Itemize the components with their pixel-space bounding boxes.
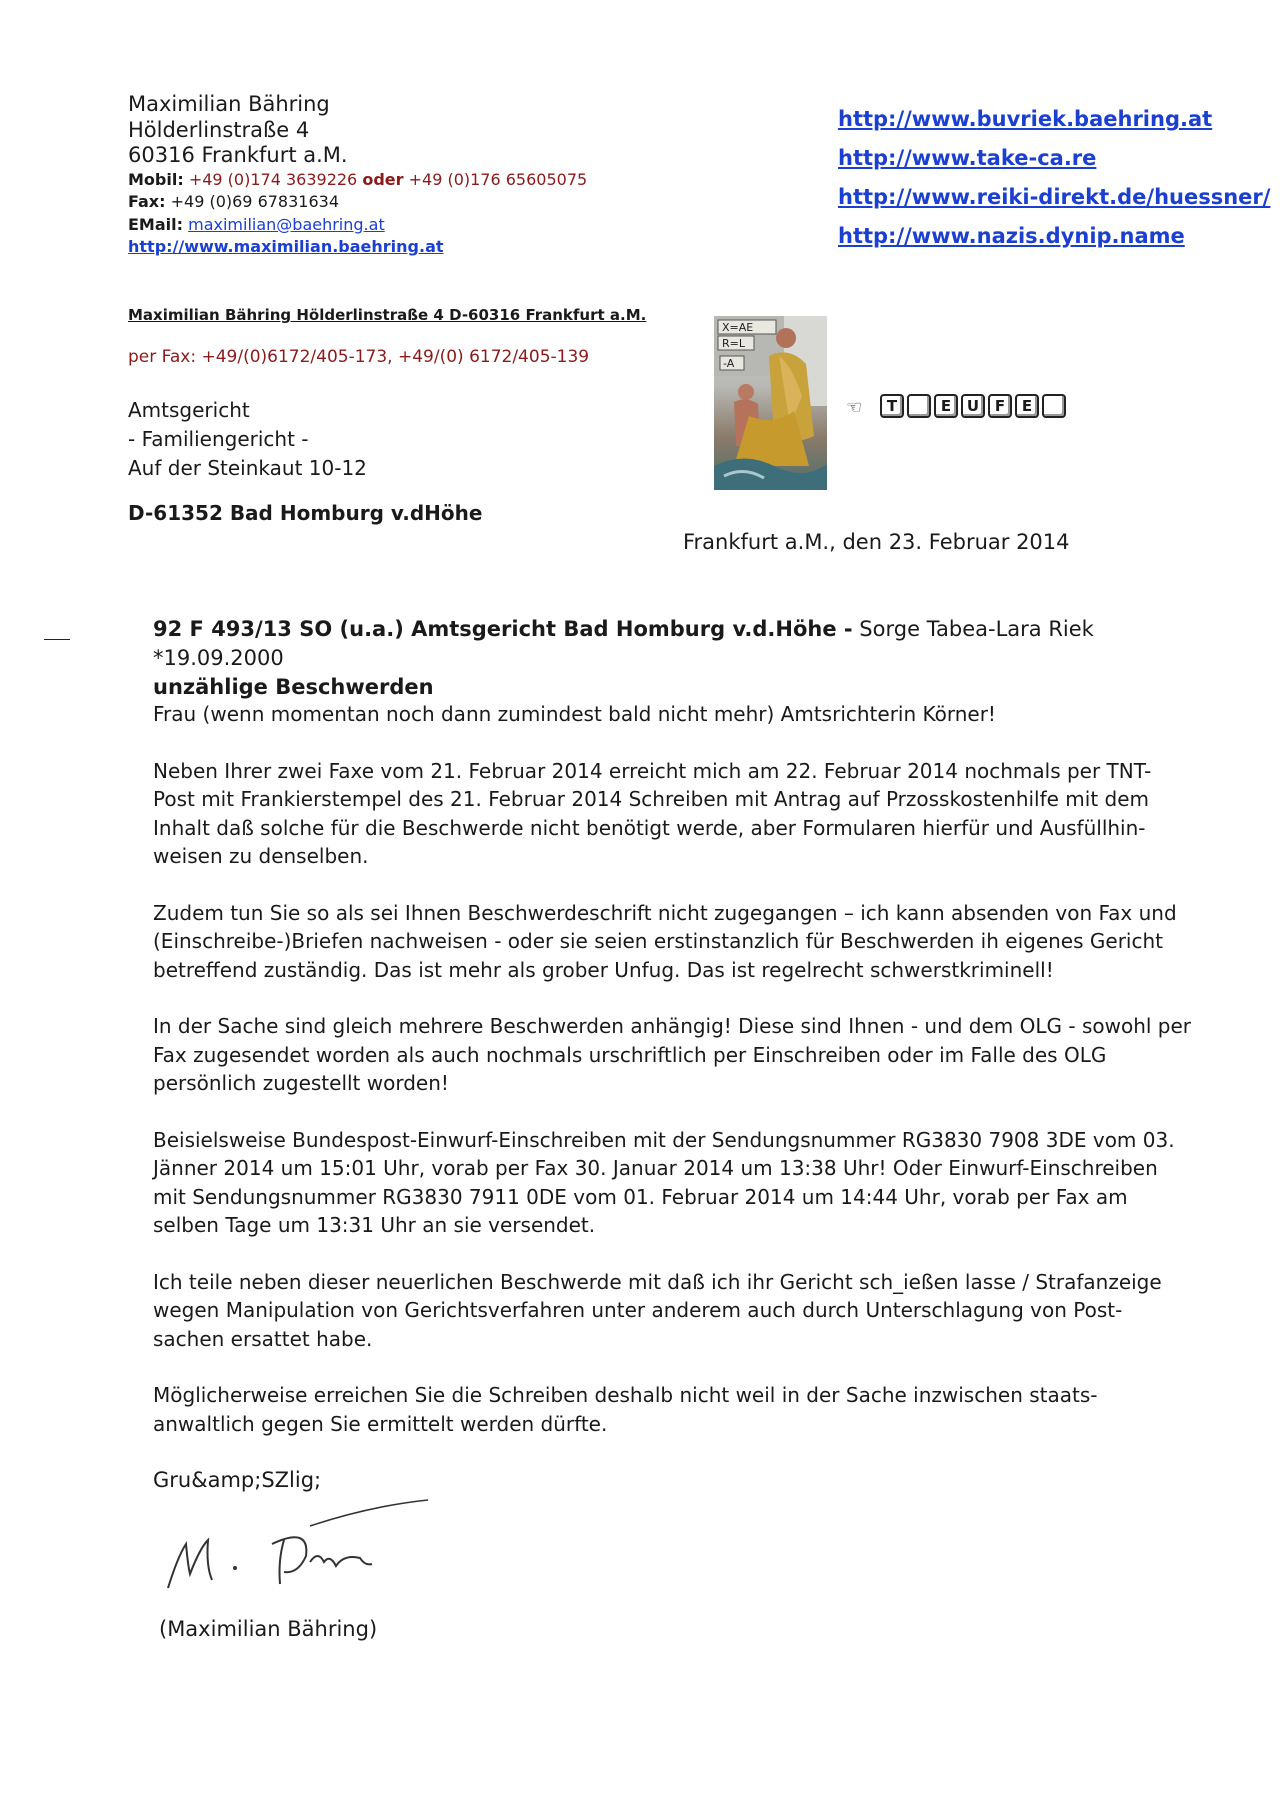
fax-line: per Fax: +49/(0)6172/405-173, +49/(0) 6172/405-139 bbox=[128, 347, 590, 367]
link-prefix: http://www. bbox=[838, 224, 977, 248]
signature-name: (Maximilian Bähring) bbox=[159, 1617, 378, 1641]
key-word bbox=[880, 394, 1066, 418]
link-reiki[interactable] bbox=[838, 178, 1270, 217]
sender-mobile-line bbox=[128, 169, 587, 191]
salutation: Frau (wenn momentan noch dann zumindest bald nicht mehr) Amtsrichterin Körner! bbox=[153, 702, 996, 726]
recipient-city: D-61352 Bad Homburg v.dHöhe bbox=[128, 501, 483, 525]
website-link[interactable]: http://www.maximilian.baehring.at bbox=[128, 237, 444, 256]
fax-label: Fax: bbox=[128, 192, 166, 212]
body-paragraph: Ich teile neben dieser neuerlichen Beschwerde mit daß ich ihr Gericht sch_ießen lasse / Strafanzeige wegen Manipulation von Gerichtsverfahren unter anderem auch durch Unterschlagung von Post-sachen ersattet habe. bbox=[153, 1269, 1162, 1351]
key-cap: E bbox=[934, 394, 958, 418]
mobile-number-2: +49 (0)176 65605075 bbox=[408, 169, 588, 189]
statue-photo bbox=[714, 316, 827, 490]
label-xae: X=AE bbox=[722, 321, 754, 334]
mobile-label: Mobil: bbox=[128, 169, 184, 189]
sender-fax-line bbox=[128, 191, 587, 213]
key-cap: F bbox=[988, 394, 1012, 418]
body-paragraph: Beisielsweise Bundespost-Einwurf-Einschreiben mit der Sendungsnummer RG3830 7908 3DE vom 03. Jänner 2014 um 15:01 Uhr, vorab per Fax 30. Januar 2014 um 13:38 Uhr! Oder Einwurf-Einschreiben mit Sendungsnummer RG3830 7911 0DE vom 01. Februar 2014 um 14:44 Uhr, vorab per Fax am selben Tage um 13:31 Uhr an sie versendet. bbox=[153, 1127, 1175, 1237]
key-cap: E bbox=[1015, 394, 1039, 418]
subject-matter: Sorge Tabea-Lara Riek *19.09.2000 bbox=[153, 617, 1094, 670]
email-label: EMail: bbox=[128, 214, 184, 234]
key-cap: U bbox=[961, 394, 985, 418]
sender-email-line bbox=[128, 214, 587, 236]
fold-mark bbox=[44, 639, 70, 640]
pointing-hand-icon: ☜ bbox=[846, 397, 863, 418]
subject-case: 92 F 493/13 SO (u.a.) Amtsgericht Bad Homburg v.d.Höhe - bbox=[153, 617, 853, 641]
link-take-care[interactable] bbox=[838, 139, 1270, 178]
sender-website-line bbox=[128, 236, 587, 258]
subject-line2: unzählige Beschwerden bbox=[153, 675, 434, 699]
mobile-number-1: +49 (0)174 3639226 bbox=[188, 169, 358, 189]
label-rl: R=L bbox=[722, 337, 745, 350]
letter-date: Frankfurt a.M., den 23. Februar 2014 bbox=[683, 530, 1070, 554]
recipient-block bbox=[128, 396, 482, 528]
key-cap bbox=[907, 394, 931, 418]
email-link[interactable]: maximilian@baehring.at bbox=[188, 214, 385, 234]
sender-name: Maximilian Bähring bbox=[128, 92, 330, 116]
recipient-line1: Amtsgericht bbox=[128, 398, 250, 422]
body-paragraph: Zudem tun Sie so als sei Ihnen Beschwerdeschrift nicht zugegangen – ich kann absenden von Fax und (Einschreibe-)Briefen nachweisen - oder sie seien erstinstanzlich für Beschwerden ih eigenes Gericht betreffend zuständig. Das ist mehr als grober Unfug. Das ist regelrecht schwerstkriminell! bbox=[153, 900, 1177, 982]
link-host: take-ca.re bbox=[976, 146, 1097, 170]
link-nazis[interactable] bbox=[838, 217, 1270, 256]
link-prefix: http://www. bbox=[838, 146, 977, 170]
handwritten-signature bbox=[160, 1496, 440, 1610]
key-cap: T bbox=[880, 394, 904, 418]
fax-number: +49 (0)69 67831634 bbox=[170, 192, 340, 212]
link-buvriek[interactable] bbox=[838, 100, 1270, 139]
link-list bbox=[838, 100, 1270, 256]
sender-block bbox=[128, 92, 587, 258]
sender-street: Hölderlinstraße 4 bbox=[128, 117, 310, 142]
body-paragraph: Neben Ihrer zwei Faxe vom 21. Februar 2014 erreicht mich am 22. Februar 2014 nochmals per TNT-Post mit Frankierstempel des 21. Februar 2014 Schreiben mit Antrag auf Przosskostenhilfe mit dem Inhalt daß solche für die Beschwerde nicht benötigt werde, aber Formularen hierfür und Ausfüllhin-weisen zu denselben. bbox=[153, 758, 1152, 868]
link-host: buvriek.baehring.at bbox=[976, 107, 1213, 131]
recipient-line3: Auf der Steinkaut 10-12 bbox=[128, 456, 367, 480]
recipient-line2: - Familiengericht - bbox=[128, 427, 309, 451]
body-paragraph: In der Sache sind gleich mehrere Beschwerden anhängig! Diese sind Ihnen - und dem OLG - sowohl per Fax zugesendet worden als auch nochmals urschriftlich per Einschreiben oder im Falle des OLG persönlich zugestellt worden! bbox=[153, 1014, 1192, 1095]
sender-city: 60316 Frankfurt a.M. bbox=[128, 143, 348, 168]
link-host: nazis.dynip.name bbox=[976, 224, 1185, 248]
letter-body bbox=[153, 700, 1193, 1466]
closing-greeting: Gru&amp;SZlig; bbox=[153, 1468, 322, 1492]
body-paragraph: Möglicherweise erreichen Sie die Schreiben deshalb nicht weil in der Sache inzwischen staats-anwaltlich gegen Sie ermittelt werden dürfte. bbox=[153, 1383, 1098, 1436]
subject-block bbox=[153, 615, 1193, 702]
link-host: huessner/ bbox=[1154, 185, 1271, 209]
key-cap bbox=[1042, 394, 1066, 418]
or-word: oder bbox=[362, 169, 404, 189]
link-prefix: http://www. bbox=[838, 107, 977, 131]
return-address: Maximilian Bähring Hölderlinstraße 4 D-60316 Frankfurt a.M. bbox=[128, 306, 647, 324]
label-a: -A bbox=[723, 357, 735, 370]
link-prefix: http://www.reiki-direkt.de/ bbox=[838, 185, 1155, 209]
